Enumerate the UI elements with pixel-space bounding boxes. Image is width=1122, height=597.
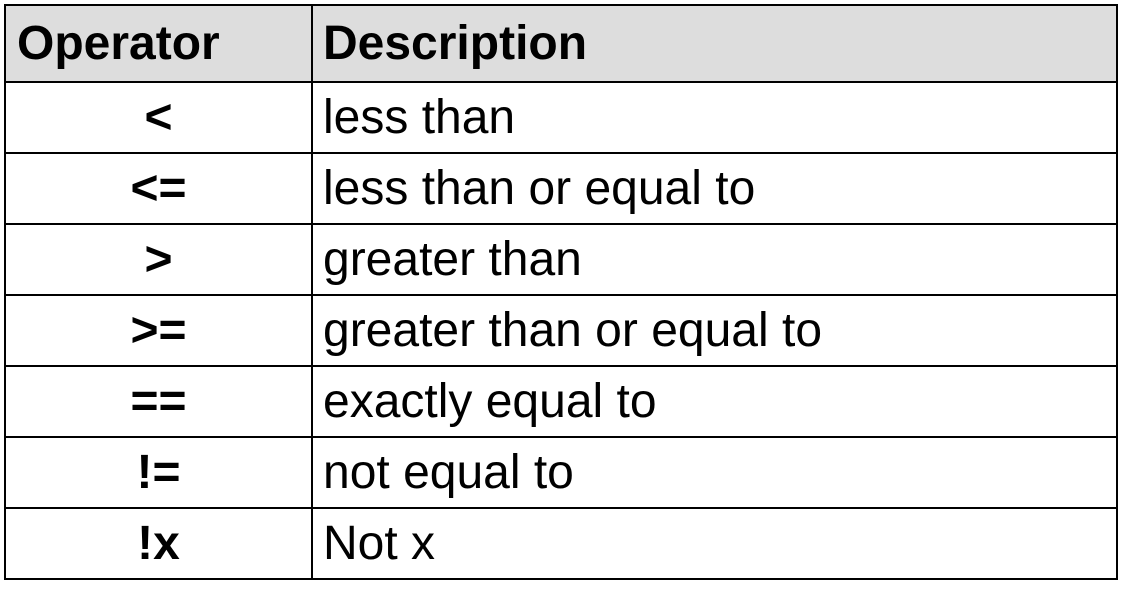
description-cell: greater than (312, 224, 1117, 295)
table-header-row (5, 5, 1117, 82)
operator-cell: > (5, 224, 312, 295)
description-cell: not equal to (312, 437, 1117, 508)
description-cell: greater than or equal to (312, 295, 1117, 366)
operator-cell: >= (5, 295, 312, 366)
operator-cell: != (5, 437, 312, 508)
description-cell: less than or equal to (312, 153, 1117, 224)
column-header-description: Description (312, 5, 1117, 82)
operator-table-container (4, 4, 1116, 580)
operator-table (4, 4, 1118, 580)
description-cell: Not x (312, 508, 1117, 579)
table-row (5, 224, 1117, 295)
table-row (5, 82, 1117, 153)
table-row (5, 366, 1117, 437)
operator-cell: == (5, 366, 312, 437)
description-cell: exactly equal to (312, 366, 1117, 437)
operator-cell: !x (5, 508, 312, 579)
table-row (5, 295, 1117, 366)
table-row (5, 437, 1117, 508)
table-row (5, 153, 1117, 224)
table-row (5, 508, 1117, 579)
description-cell: less than (312, 82, 1117, 153)
operator-cell: < (5, 82, 312, 153)
column-header-operator: Operator (5, 5, 312, 82)
operator-cell: <= (5, 153, 312, 224)
